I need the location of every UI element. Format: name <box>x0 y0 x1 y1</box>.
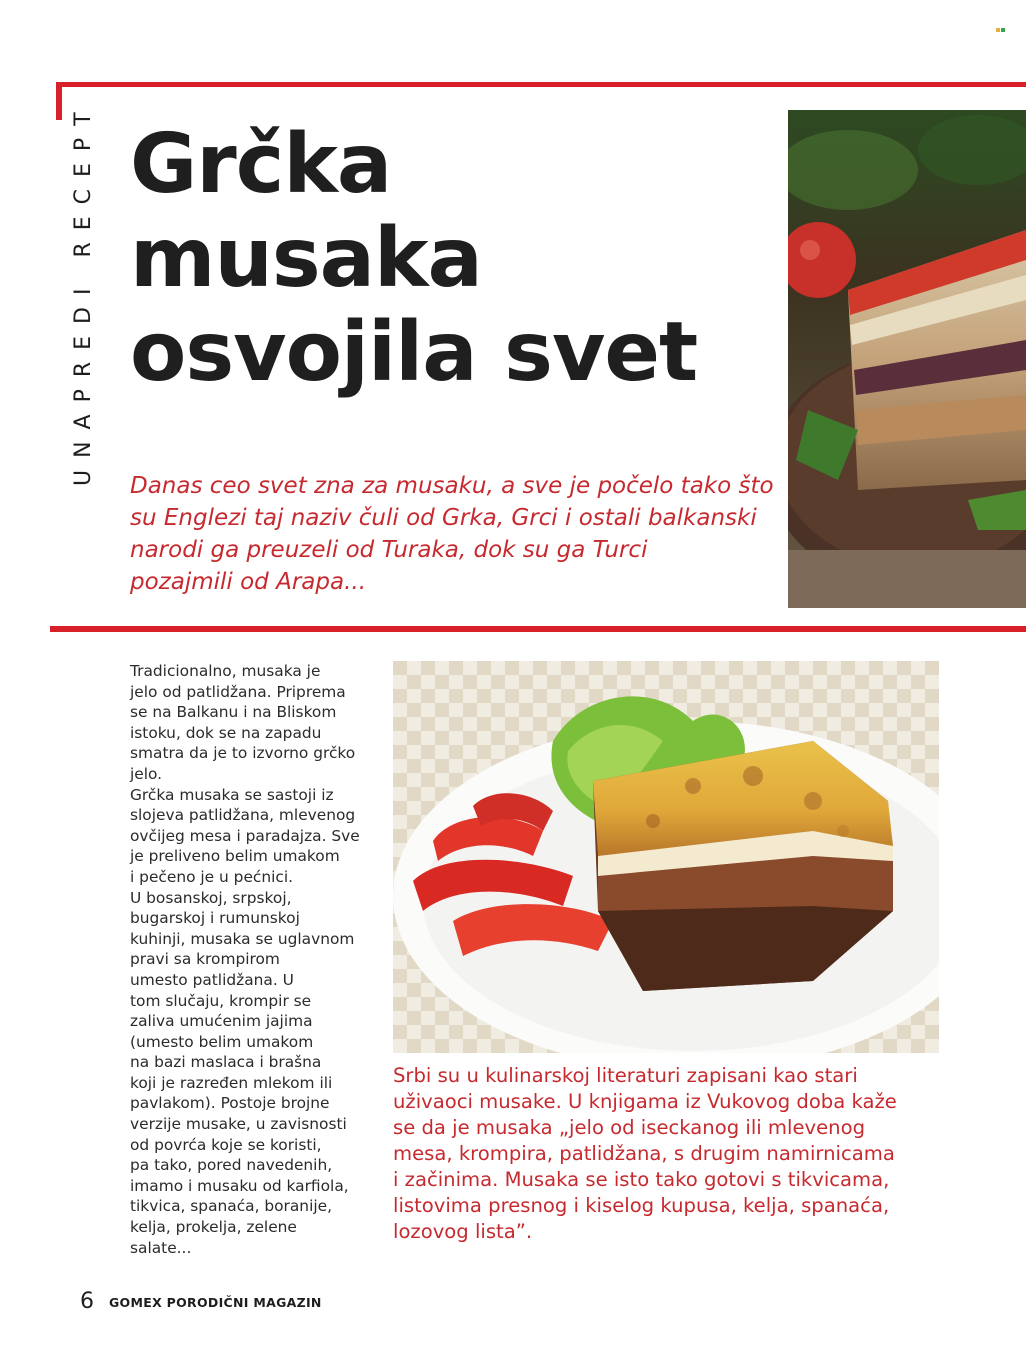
lead-paragraph <box>130 470 790 598</box>
body-line: imamo i musaku od karfiola, <box>130 1176 349 1195</box>
lead-line: pozajmili od Arapa... <box>130 569 367 595</box>
quote-line: uživaoci musake. U knjigama iz Vukovog doba kaže <box>393 1090 897 1113</box>
body-line: pavlakom). Postoje brojne <box>130 1094 330 1113</box>
body-line: kelja, prokelja, zelene <box>130 1218 297 1237</box>
page-title <box>130 118 780 400</box>
lead-line: narodi ga preuzeli od Turaka, dok su ga Turci <box>130 537 648 563</box>
body-line: Tradicionalno, musaka je <box>130 662 321 680</box>
body-line: zaliva umućenim jajima <box>130 1012 313 1031</box>
quote-line: se da je musaka „jelo od iseckanog ili mlevenog <box>393 1116 866 1139</box>
bottom-red-rule <box>50 626 940 632</box>
body-line: Grčka musaka se sastoji iz <box>130 785 334 804</box>
lead-line: su Englezi taj naziv čuli od Grka, Grci i ostali balkanski <box>130 505 757 531</box>
body-column <box>130 661 380 1258</box>
body-line: salate... <box>130 1238 192 1257</box>
quote-line: listovima presnog i kiselog kupusa, kelja, spanaća, <box>393 1194 890 1217</box>
title-line: osvojila svet <box>130 305 698 400</box>
body-line: verzije musake, u zavisnosti <box>130 1115 347 1134</box>
top-red-rule <box>56 82 1026 87</box>
body-line: umesto patlidžana. U <box>130 970 294 989</box>
closeup-photo-graphic <box>788 110 1026 608</box>
title-line: musaka <box>130 211 482 306</box>
bottom-red-rule-right <box>940 626 1026 632</box>
musaka-closeup-photo <box>788 110 1026 608</box>
quote-line: Srbi su u kulinarskoj literaturi zapisani kao stari <box>393 1064 858 1087</box>
body-line: koji je razređen mlekom ili <box>130 1073 333 1092</box>
magazine-name: GOMEX PORODIČNI MAGAZIN <box>109 1295 322 1310</box>
body-line: smatra da je to izvorno grčko <box>130 744 356 763</box>
body-line: tom slučaju, krompir se <box>130 991 312 1010</box>
page-number: 6 <box>80 1289 94 1314</box>
quote-line: lozovog lista”. <box>393 1220 533 1243</box>
body-line: se na Balkanu i na Bliskom <box>130 703 337 722</box>
musaka-plate-photo <box>393 661 939 1053</box>
quote-line: i začinima. Musaka se isto tako gotovi s tikvicama, <box>393 1168 890 1191</box>
body-line: slojeva patlidžana, mlevenog <box>130 806 356 825</box>
body-line: od povrća koje se koristi, <box>130 1135 322 1154</box>
body-line: je preliveno belim umakom <box>130 847 340 866</box>
lead-line: Danas ceo svet zna za musaku, a sve je počelo tako što <box>130 473 774 499</box>
body-line: kuhinji, musaka se uglavnom <box>130 929 355 948</box>
corner-red-bracket <box>56 82 62 120</box>
body-line: bugarskoj i rumunskoj <box>130 909 300 928</box>
body-line: jelo od patlidžana. Priprema <box>130 682 346 701</box>
title-line: Grčka <box>130 117 392 212</box>
body-line: pravi sa krompirom <box>130 950 280 969</box>
body-line: jelo. <box>130 764 163 783</box>
section-label: UNAPREDI RECEPT <box>71 100 96 486</box>
body-line: U bosanskoj, srpskoj, <box>130 888 292 907</box>
body-line: na bazi maslaca i brašna <box>130 1053 322 1072</box>
body-line: tikvica, spanaća, boranije, <box>130 1197 332 1216</box>
body-line: i pečeno je u pećnici. <box>130 867 294 886</box>
plate-photo-graphic <box>393 661 939 1053</box>
pull-quote <box>393 1063 953 1245</box>
quote-line: mesa, krompira, patlidžana, s drugim namirnicama <box>393 1142 895 1165</box>
body-line: (umesto belim umakom <box>130 1032 314 1051</box>
body-line: istoku, dok se na zapadu <box>130 723 322 742</box>
brand-mark-icon <box>996 26 1006 36</box>
body-line: ovčijeg mesa i paradajza. Sve <box>130 826 360 845</box>
body-line: pa tako, pored navedenih, <box>130 1156 333 1175</box>
